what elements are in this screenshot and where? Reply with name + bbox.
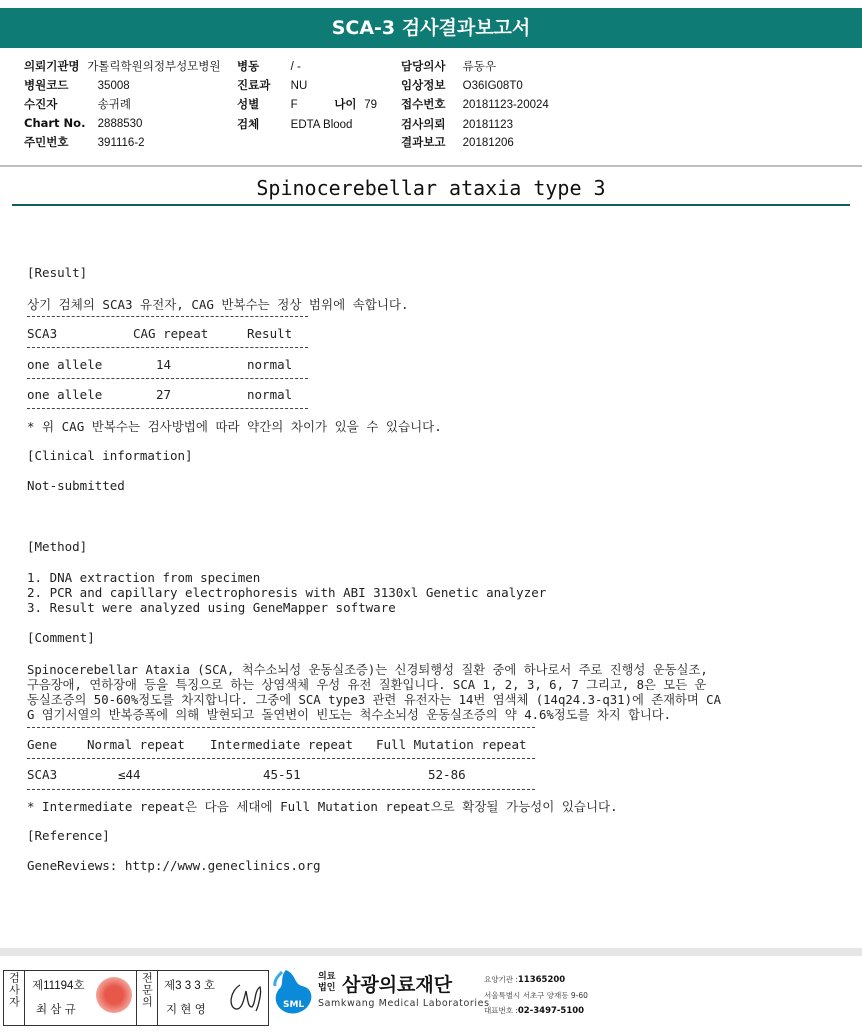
comment-line: Spinocerebellar Ataxia (SCA, 척수소뇌성 운동실조증)는 신경퇴행성 질환 중에 하나로서 주로 진행성 운동실조,	[27, 663, 708, 677]
contact-address: 서울특별시 서초구 양재동 9-60	[484, 991, 588, 1000]
info-clinical	[401, 77, 523, 93]
info-label: Chart No.	[24, 116, 86, 130]
org-name: 삼광의료재단	[342, 974, 453, 996]
info-hospital-code	[24, 77, 130, 93]
method-item: 2. PCR and capillary electrophoresis with ABI 3130xl Genetic analyzer	[27, 585, 547, 600]
result-summary: 상기 검체의 SCA3 유전자, CAG 반복수는 정상 범위에 속합니다.	[27, 297, 409, 312]
info-label: 임상정보	[401, 78, 446, 92]
info-chart-no	[24, 116, 142, 130]
clinical-text: Not-submitted	[27, 478, 125, 493]
comment-line: 구음장애, 연하장애 등을 특징으로 하는 상염색체 우성 유전 질환입니다. SCA 1, 2, 3, 6, 7 그리고, 8은 모든 운	[27, 678, 707, 692]
info-value: EDTA Blood	[290, 119, 353, 131]
table-cell: one allele	[27, 357, 103, 372]
info-department	[237, 77, 307, 93]
table-cell: 27	[156, 387, 172, 402]
seal-icon	[96, 977, 132, 1013]
table-cell: normal	[247, 387, 293, 402]
info-label: 담당의사	[401, 59, 446, 73]
table-cell: 14	[156, 357, 172, 372]
contact-value: 11365200	[517, 975, 566, 985]
result-note: * 위 CAG 반복수는 검사방법에 따라 약간의 차이가 있을 수 있습니다.	[27, 419, 442, 434]
info-label: 나이	[334, 97, 357, 111]
result-col-header: SCA3	[27, 326, 58, 341]
table-cell: normal	[247, 357, 293, 372]
comment-col-header: Full Mutation repeat	[376, 737, 527, 752]
info-value: 20181123	[462, 119, 513, 131]
info-label: 진료과	[237, 78, 271, 92]
table-cell: ≤44	[118, 767, 141, 782]
info-value: NU	[290, 80, 308, 92]
info-label: 병원코드	[24, 78, 69, 92]
info-report-date	[401, 134, 514, 150]
info-hospital	[24, 58, 221, 74]
footer	[0, 948, 862, 1035]
org-name-en: Samkwang Medical Laboratories	[318, 998, 490, 1009]
info-value: 20181123-20024	[462, 99, 549, 111]
table-cell: SCA3	[27, 767, 58, 782]
info-label: 의뢰기관명	[24, 59, 80, 73]
method-item: 3. Result were analyzed using GeneMapper software	[27, 600, 396, 615]
examiner-name: 최 삼 규	[36, 1004, 76, 1016]
divider	[27, 378, 308, 379]
comment-col-header: Gene	[27, 737, 58, 752]
signature-box	[3, 970, 269, 1026]
info-label: 주민번호	[24, 135, 69, 149]
contact-phone	[484, 1005, 584, 1016]
info-value: / -	[290, 61, 301, 73]
sml-logo-text: SML	[283, 1000, 305, 1010]
info-label: 결과보고	[401, 135, 446, 149]
divider	[27, 727, 535, 728]
info-value: 35008	[97, 80, 130, 92]
divider	[27, 408, 308, 409]
info-doctor	[401, 58, 496, 74]
result-col-header: Result	[247, 326, 293, 341]
contact-label: 대표번호 :	[484, 1006, 518, 1015]
comment-col-header: Intermediate repeat	[210, 737, 353, 752]
info-value: 79	[364, 99, 377, 111]
examiner-label-text: 검사자	[7, 972, 21, 1008]
method-heading: [Method]	[27, 539, 88, 554]
info-ward	[237, 58, 301, 74]
info-value: 20181206	[462, 137, 514, 149]
comment-heading: [Comment]	[27, 630, 95, 645]
info-value: 송귀례	[97, 99, 131, 111]
divider	[27, 758, 535, 759]
specialist-name: 지 현 영	[166, 1004, 206, 1016]
divider	[27, 789, 535, 790]
info-request-date	[401, 116, 513, 132]
result-heading: [Result]	[27, 265, 88, 280]
report-title: Spinocerebellar ataxia type 3	[12, 172, 850, 206]
table-cell: 52-86	[428, 767, 466, 782]
logo	[272, 968, 316, 1022]
contact-value: 02-3497-5100	[517, 1006, 585, 1016]
contact-label: 요양기관 :	[484, 975, 518, 984]
examiner-label	[4, 971, 25, 1026]
comment-line: 동실조증의 50-60%정도를 차지합니다. 그중에 SCA type3 관련 유전자는 14번 염색체 (14q24.3-q31)에 존재하며 CA	[27, 693, 721, 707]
specialist-label	[136, 971, 158, 1026]
clinical-heading: [Clinical information]	[27, 448, 193, 463]
sml-logo-icon	[272, 968, 316, 1018]
info-label: 접수번호	[401, 97, 446, 111]
info-value: 가톨릭학원의정부성모병원	[87, 61, 221, 73]
method-item: 1. DNA extraction from specimen	[27, 570, 261, 585]
info-value: 391116-2	[97, 137, 145, 149]
info-label: 성별	[237, 97, 260, 111]
reference-heading: [Reference]	[27, 828, 110, 843]
comment-note: * Intermediate repeat은 다음 세대에 Full Mutation repeat으로 확장될 가능성이 있습니다.	[27, 799, 618, 814]
result-col-header: CAG repeat	[133, 326, 209, 341]
info-label: 수진자	[24, 97, 58, 111]
reference-text: GeneReviews: http://www.geneclinics.org	[27, 858, 321, 873]
info-value: O36IG08T0	[462, 80, 523, 92]
report-header-title: SCA-3 검사결과보고서	[0, 8, 862, 48]
info-resident-no	[24, 134, 145, 150]
contact-code	[484, 974, 565, 985]
info-receipt-no	[401, 96, 549, 112]
info-value: 류동우	[462, 61, 496, 73]
specialist-license: 제3 3 3 호	[164, 980, 215, 992]
info-label: 검사의뢰	[401, 117, 446, 131]
patient-info-panel	[0, 48, 862, 167]
table-cell: one allele	[27, 387, 103, 402]
signature-icon	[226, 977, 266, 1017]
info-specimen	[237, 116, 352, 132]
divider	[27, 316, 308, 317]
info-label: 검체	[237, 117, 260, 131]
comment-line: G 염기서열의 반복증폭에 의해 발현되고 돌연변이 빈도는 척수소뇌성 운동실조증의 약 4.6%정도를 차지 합니다.	[27, 708, 672, 722]
info-sex	[237, 96, 377, 112]
info-value: F	[290, 99, 298, 111]
org-type: 의료 법인	[318, 972, 336, 993]
info-label: 병동	[237, 59, 260, 73]
info-patient	[24, 96, 131, 112]
divider	[27, 347, 308, 348]
specialist-label-text: 전문의	[140, 972, 154, 1008]
table-cell: 45-51	[263, 767, 301, 782]
comment-col-header: Normal repeat	[87, 737, 185, 752]
examiner-license: 제11194호	[32, 980, 85, 992]
info-value: 2888530	[97, 118, 143, 130]
